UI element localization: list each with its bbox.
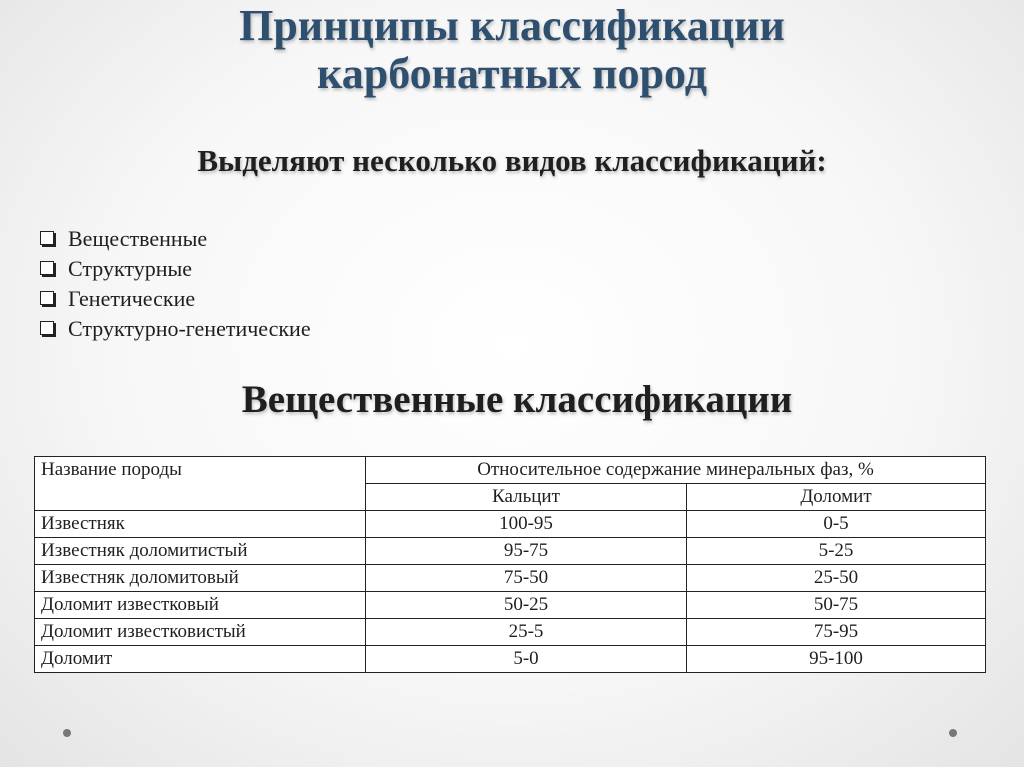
calcite-cell: 100-95 <box>366 511 687 538</box>
list-item <box>40 284 311 314</box>
dolomite-cell: 5-25 <box>687 538 986 565</box>
dolomite-cell: 0-5 <box>687 511 986 538</box>
rock-name-cell: Доломит известковый <box>35 592 366 619</box>
checkbox-bullet-icon <box>40 321 54 335</box>
slide-subtitle: Выделяют несколько видов классификаций: <box>197 143 827 178</box>
calcite-cell: 25-5 <box>366 619 687 646</box>
prev-slide-dot-icon[interactable] <box>63 729 71 737</box>
column-group-header: Относительное содержание минеральных фаз, % <box>366 457 986 484</box>
calcite-cell: 50-25 <box>366 592 687 619</box>
rock-name-cell: Известняк доломитистый <box>35 538 366 565</box>
table-row <box>35 565 986 592</box>
column-header-dolomite: Доломит <box>687 484 986 511</box>
table-row <box>35 592 986 619</box>
table-header-row <box>35 457 986 484</box>
list-item <box>40 314 311 344</box>
rock-name-cell: Доломит <box>35 646 366 673</box>
checkbox-bullet-icon <box>40 231 54 245</box>
calcite-cell: 5-0 <box>366 646 687 673</box>
dolomite-cell: 50-75 <box>687 592 986 619</box>
next-slide-dot-icon[interactable] <box>949 729 957 737</box>
slide-title <box>0 2 1024 98</box>
calcite-cell: 75-50 <box>366 565 687 592</box>
checkbox-bullet-icon <box>40 261 54 275</box>
list-item-label: Структурные <box>68 256 193 281</box>
dolomite-cell: 75-95 <box>687 619 986 646</box>
list-item <box>40 254 311 284</box>
rock-classification-table <box>34 456 986 673</box>
list-item-label: Структурно-генетические <box>68 316 311 341</box>
table-row <box>35 619 986 646</box>
checkbox-bullet-icon <box>40 291 54 305</box>
table-row <box>35 511 986 538</box>
slide-title-line-2: карбонатных пород <box>317 49 707 98</box>
table-row <box>35 646 986 673</box>
dolomite-cell: 25-50 <box>687 565 986 592</box>
classification-list <box>40 224 311 344</box>
calcite-cell: 95-75 <box>366 538 687 565</box>
rock-name-cell: Известняк <box>35 511 366 538</box>
slide-title-line-1: Принципы классификации <box>239 1 785 50</box>
column-header-rock-name: Название породы <box>35 457 366 511</box>
table-row <box>35 538 986 565</box>
section-title: Вещественные классификации <box>241 378 793 421</box>
column-header-calcite: Кальцит <box>366 484 687 511</box>
list-item <box>40 224 311 254</box>
dolomite-cell: 95-100 <box>687 646 986 673</box>
rock-name-cell: Доломит известковистый <box>35 619 366 646</box>
list-item-label: Вещественные <box>68 226 208 251</box>
list-item-label: Генетические <box>68 286 196 311</box>
rock-name-cell: Известняк доломитовый <box>35 565 366 592</box>
